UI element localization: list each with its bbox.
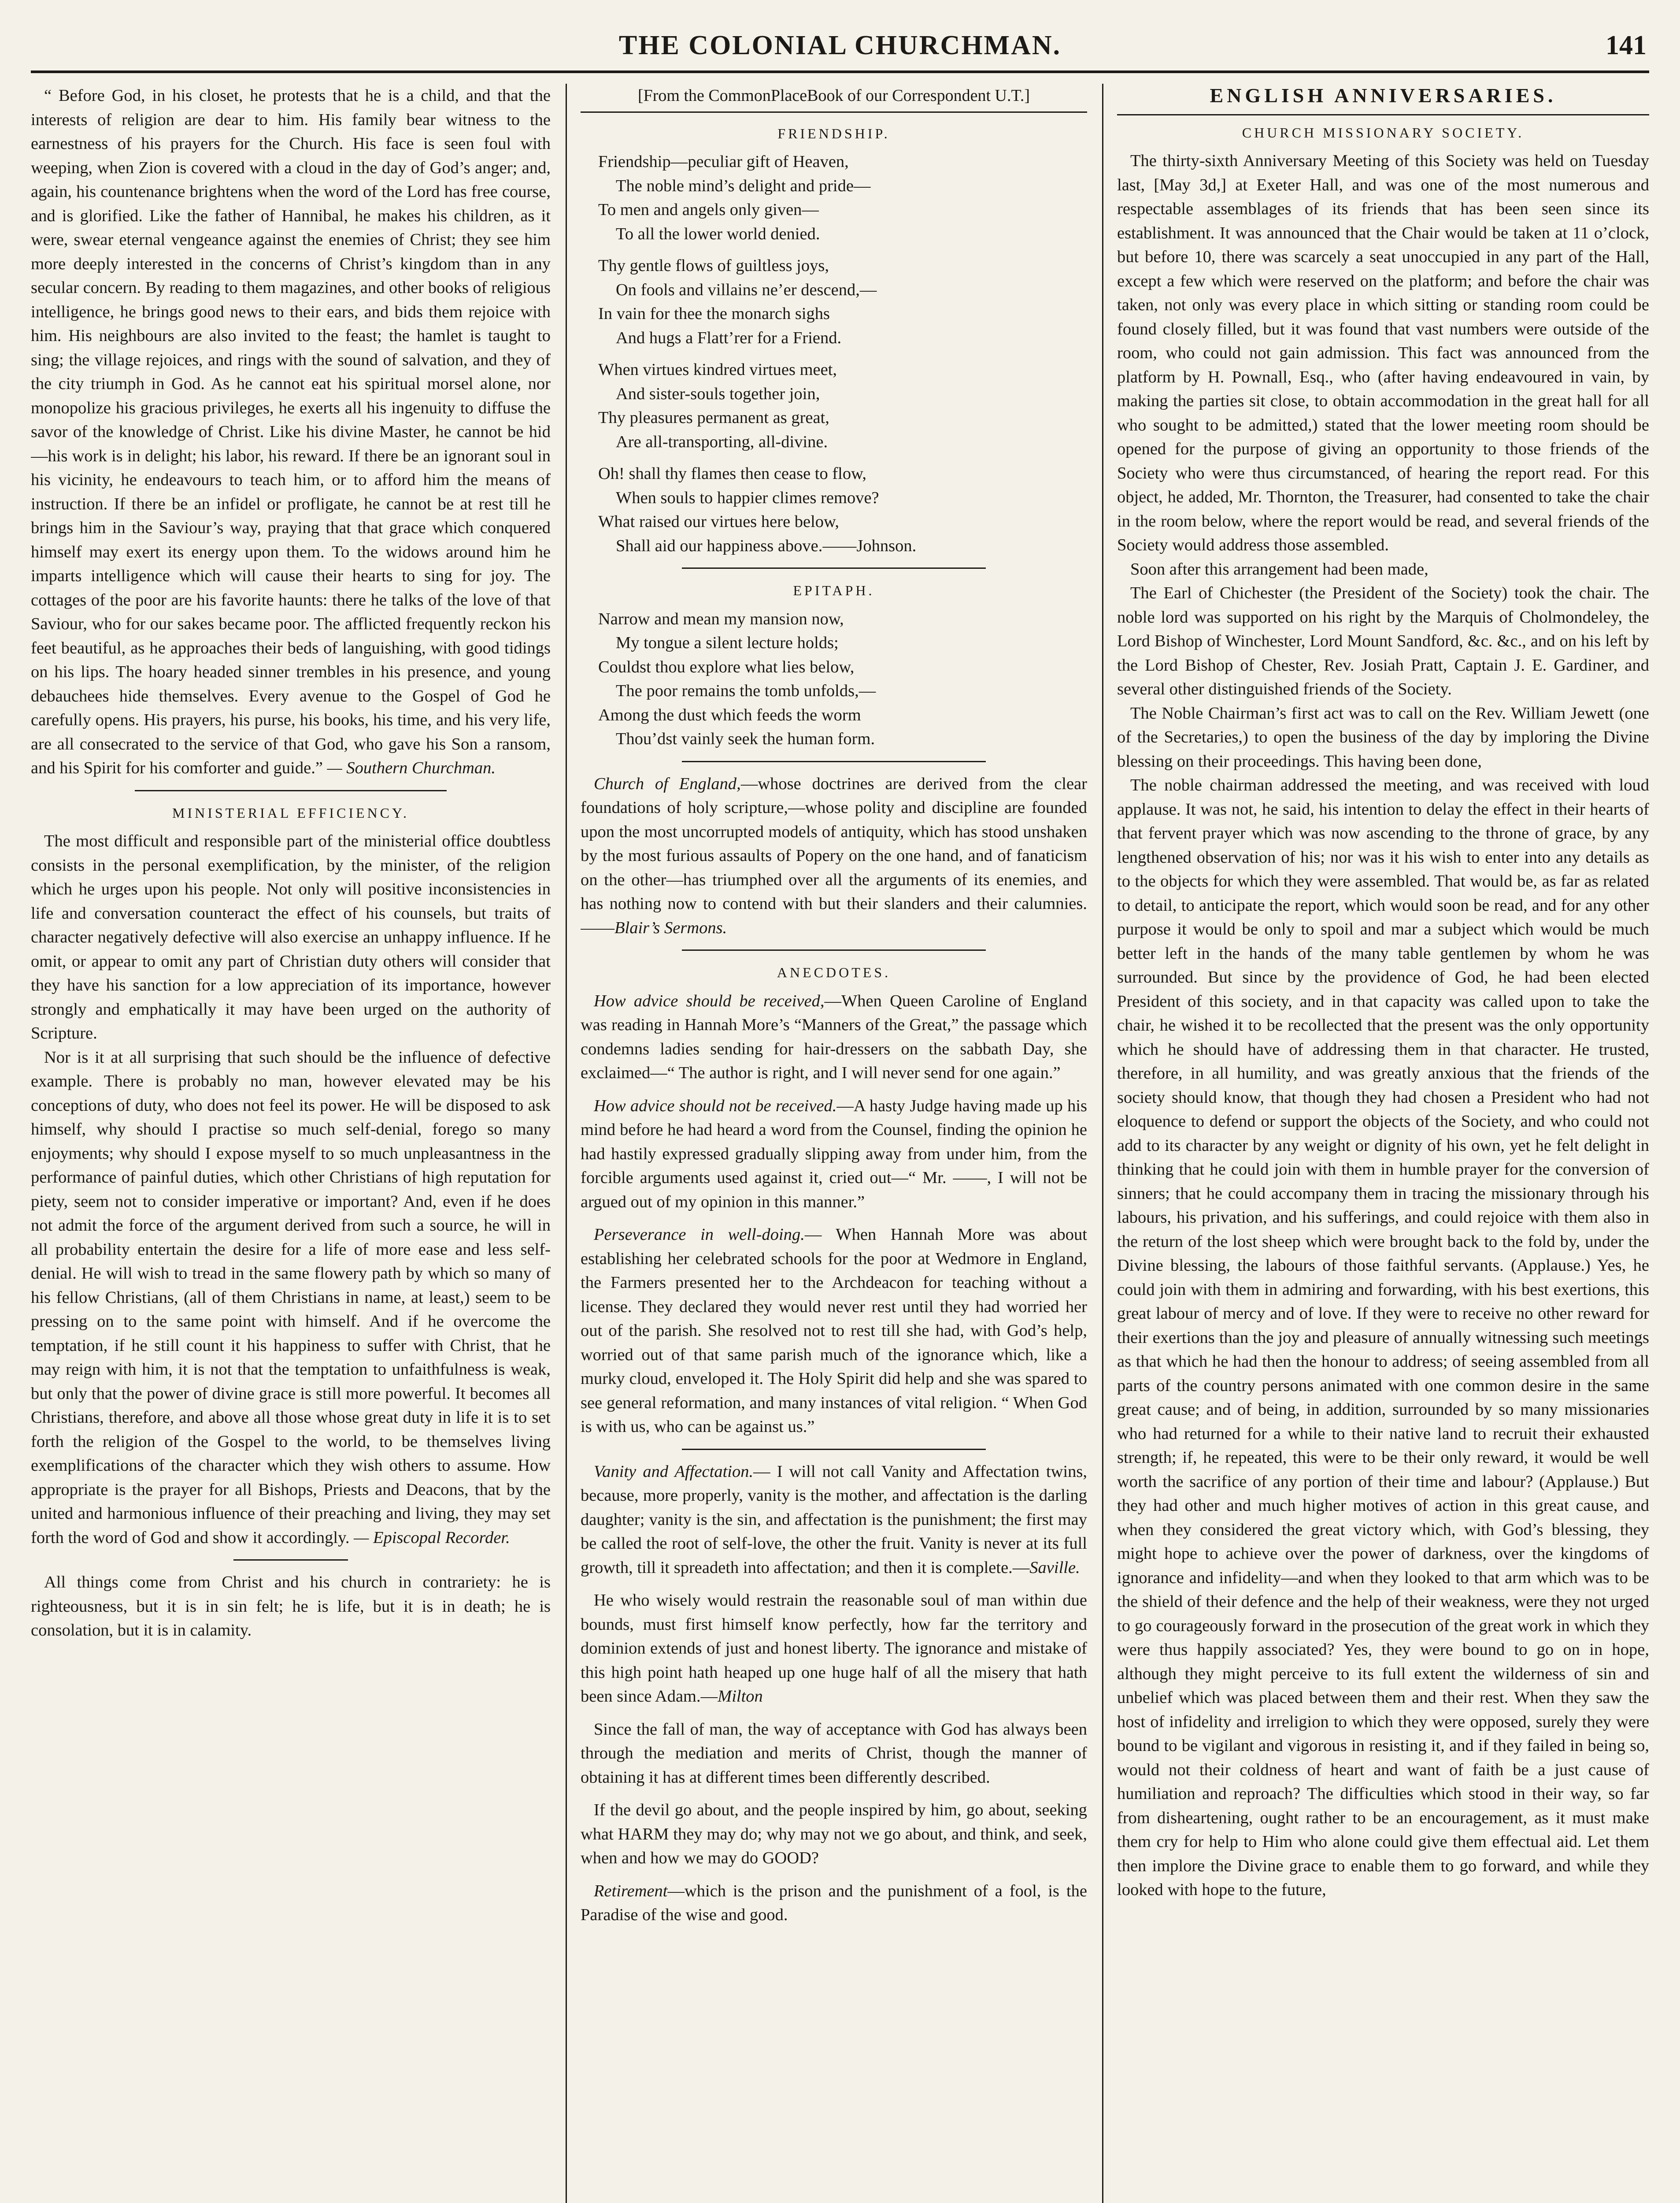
poem-line: Narrow and mean my mansion now, — [598, 609, 844, 628]
masthead-title: THE COLONIAL CHURCHMAN. — [618, 30, 1062, 60]
poem-line: Among the dust which feeds the worm — [598, 705, 861, 724]
column-divider — [566, 84, 567, 2203]
report-paragraph: The Noble Chairman’s first act was to call on the Rev. William Jewett (one of the Secretaries,) to open the business of the day by imploring the Divine blessing on their proceedings. This having been done, — [1117, 704, 1649, 771]
poem-line: Are all-transporting, all-divine. — [616, 432, 828, 451]
closing-paragraph: All things come from Christ and his church in contrariety: he is righteousness, but it is in sin felt; he is life, but it is in death; he is consolation, but it is in calamity. — [31, 1573, 551, 1639]
column-divider — [1102, 84, 1103, 2203]
report-paragraph: The Earl of Chichester (the President of the Society) took the chair. The noble lord was supported on his right by the Marquis of Cholmondeley, the Lord Bishop of Winchester, Lord Mount Sandford, &c. &c., and on his left by the Lord Bishop of Chester, Rev. Josiah Pratt, Captain J. E. Gardiner, and several other distinguished friends of the Society. — [1117, 584, 1649, 698]
poem-line: When souls to happier climes remove? — [616, 488, 879, 507]
divider-rule — [682, 1449, 986, 1450]
divider-rule — [233, 1559, 348, 1561]
poem-stanza — [598, 150, 1087, 246]
opening-attribution: — Southern Churchman. — [327, 759, 496, 777]
divider-rule — [682, 761, 986, 762]
anecdote-lead: Perseverance in well-doing. — [594, 1225, 805, 1244]
anecdotes-heading: ANECDOTES. — [777, 964, 891, 980]
ministerial-text: Nor is it at all surprising that such should be the influence of defective example. There is probably no man, however elevated may be his conceptions of duty, who does not feel its power. He will be disposed to ask himself, why should I practise so much self-denial, forego so many enjoyments; why should I expose myself to so much unpleasantness in the performance of painful duties, which other Christians of high reputation for piety, seem not to consider imperative or important? And, even if he does not admit the force of the argument derived from such a source, he will in all probability entertain the desire for a life of more ease and less self-denial. He will wish to tread in the same flowery path by which so many of his fellow Christians, (all of them Christians in name, at least,) seem to be pressing on to the same point with himself. And if he overcome the temptation, if he still count it his happiness to suffer with Christ, that he may reign with him, it is not that the temptation to unfaithfulness is weak, but only that the power of divine grace is still more powerful. It becomes all Christians, therefore, and above all those whose great duty in life it is to set forth the religion of the Gospel to the world, to be themselves living exemplifications of the character which they wish others to assume. How appropriate is the prayer for all Bishops, Priests and Deacons, that by the united and harmonious influence of their preaching and living, they may set forth the word of God and show it accordingly. — [31, 1048, 551, 1547]
vanity-lead: Vanity and Affectation. — [594, 1462, 754, 1481]
section-heading: ENGLISH ANNIVERSARIES. — [1117, 84, 1649, 115]
anecdote-lead: How advice should not be received. — [594, 1096, 837, 1115]
poem-line: The poor remains the tomb unfolds,— — [616, 682, 876, 700]
church-lead: Church of England, — [594, 774, 741, 793]
poem-line: When virtues kindred virtues meet, — [598, 360, 837, 379]
column-right — [1117, 84, 1649, 2203]
church-attribution: Blair’s Sermons. — [614, 918, 727, 937]
poem-line: To men and angels only given— — [598, 200, 819, 219]
page-number: 141 — [1606, 30, 1647, 60]
spacer — [581, 1789, 1087, 1798]
poem-line: Thy pleasures permanent as great, — [598, 408, 829, 427]
spacer — [581, 1870, 1087, 1879]
spacer — [581, 1214, 1087, 1223]
church-paragraph — [581, 772, 1087, 940]
poem-line: On fools and villains ne’er descend,— — [616, 280, 877, 299]
opening-text: “ Before God, in his closet, he protests that he is a child, and that the interests of religion are dear to him. His family bear witness to the earnestness of his prayers for the Church. His face is seen foul with weeping, when Zion is covered with a cloud in the day of God’s anger; and, again, his countenance brightens when the word of the Lord has free course, and is glorified. Like the father of Hannibal, he makes his children, as it were, swear eternal vengeance against the enemies of Christ; they see him more deeply interested in the concerns of Christ’s kingdom than in any secular concern. By reading to them magazines, and other books of religious intelligence, he brings good news to their ears, and bids them rejoice with him. His neighbours are also invited to the feast; the hamlet is taught to sing; the village rejoices, and rings with the sound of salvation, and they of the city triumph in God. As he cannot eat his spiritual morsel alone, nor monopolize his gracious privileges, he exerts all his ingenuity to diffuse the savor of the knowledge of Christ. Like his divine Master, he cannot be hid—his work is in delight; his labor, his reward. If there be an ignorant soul in his vicinity, he endeavours to teach him, or to afford him the means of instruction. If there be an infidel or profligate, he cannot be at rest till he brings him in the Saviour’s way, praying that that grace which conquered himself may exert its energy upon them. To the widows around him he imparts intelligence which will cause their hearts to sing for joy. The cottages of the poor are his favorite haunts: there he talks of the love of that Saviour, who for our sakes became poor. The afflicted frequently reckon his feet beautiful, as he approaches their beds of languishing, with good tidings on his lips. The hoary headed sinner trembles in his presence, and young debauchees hide themselves. Every avenue to the Gospel of God he carefully opens. His prayers, his purse, his books, his time, and his very life, are all consecrated to the service of that God, who gave his Son a ransom, and his Spirit for his comforter and guide.” — [31, 86, 551, 777]
column-middle — [581, 84, 1087, 2203]
poem-line: Friendship—peculiar gift of Heaven, — [598, 152, 849, 171]
poem-line: Oh! shall thy flames then cease to flow, — [598, 464, 867, 483]
poem-line: The noble mind’s delight and pride— — [616, 176, 871, 195]
poem-line: Thy gentle flows of guiltless joys, — [598, 256, 829, 275]
epitaph-heading: EPITAPH. — [793, 582, 875, 598]
fall-paragraph: Since the fall of man, the way of acceptance with God has always been through the mediation and merits of Christ, though the manner of obtaining it has at different times been differently described. — [581, 1720, 1087, 1787]
milton-text: He who wisely would restrain the reasonable soul of man within due bounds, must first himself know perfectly, how far the territory and dominion extends of just and honest liberty. The ignorance and mistake of this high point hath heaped up one huge half of all the misery that hath been since Adam.— — [581, 1591, 1087, 1706]
retirement-lead: Retirement — [594, 1881, 668, 1900]
church-text: —whose doctrines are derived from the clear foundations of holy scripture,—whose polity and discipline are founded upon the most uncorrupted models of antiquity, which has stood unshaken by the most furious assaults of Popery on the one hand, and of fanaticism on the other—has triumphed over all the arguments of its enemies, and has nothing now to contend with but their slanders and their calumnies.—— — [581, 774, 1087, 937]
poem-line: Shall aid our happiness above.——Johnson. — [616, 536, 917, 555]
anecdote-lead: How advice should be received, — [594, 991, 825, 1010]
divider-rule — [135, 790, 447, 791]
ministerial-paragraph: The most difficult and responsible part of the ministerial office doubtless consists in the personal exemplification, by the minister, of the religion which he urges upon his people. Not only will positive inconsistencies in life and conversation counteract the effect of his counsels, but traits of character negatively defective will also exercise an unhappy influence. If he omit, or appear to omit any part of Christian duty others will consider that they have his sanction for a low appreciation of its importance, however strongly and emphatically it may have been urged on the authority of Scripture. — [31, 832, 551, 1042]
ministerial-heading: MINISTERIAL EFFICIENCY. — [172, 805, 409, 821]
divider-rule — [682, 567, 986, 569]
anecdote — [581, 989, 1087, 1085]
poem-line: And sister-souls together join, — [616, 384, 820, 403]
devil-paragraph: If the devil go about, and the people inspired by him, go about, seeking what HARM they may do; why may not we go about, and think, and seek, when and how we may do GOOD? — [581, 1801, 1087, 1867]
poem-line: To all the lower world denied. — [616, 224, 820, 243]
milton-paragraph — [581, 1588, 1087, 1709]
report-paragraph: The noble chairman addressed the meeting, and was received with loud applause. It was not, he said, his intention to delay the effect in their hearts of that fervent prayer which was now ascending to the throne of grace, by any lengthened observation of his; nor was it his wish to enter into any details as to the objects for which they were assembled. That would be, as far as related to detail, to anticipate the report, which would soon be read, and for any other purpose it would be only to spoil and mar a subject which would be much better left in the hands of the many table gentlemen by whom he was surrounded. But since by the providence of God, he had been elected President of this society, and in that capacity was called upon to take the chair, he wished it to be recollected that the present was the only opportunity which he should have of addressing them in that character. He trusted, therefore, in all humility, and was greatly anxious that the friends of the society should know, that though they had chosen a President who had not eloquence to defend or support the objects of the Society, and who could not add to its character by any weight or dignity of his own, yet he felt delight in thinking that he could join with them in humble prayer for the conversion of sinners; that he could accompany them in tracing the missionary through his labours, his privation, and his sufferings, and could rejoice with them also in the return of the lost sheep which were brought back to the fold by, under the Divine blessing, the labours of those faithful servants. (Applause.) Yes, he could join with them in admiring and forwarding, with his best exertions, this great labour of mercy and of love. If they were to receive no other reward for their exertions than the joy and pleasure of annually witnessing such meetings as that which he had then the honour to address; of seeing assembled from all parts of the country persons animated with one common desire in the same great cause; and of being, in addition, surrounded by so many missionaries who had returned for a while to their native land to recruit their exhausted strength; if, he repeated, this were to be their only reward, it would be well worth the sacrifice of any portion of their time and labour? (Applause.) But they had other and much higher motives of action in this great cause, and when they considered the great victory which, with God’s blessing, they might hope to achieve over the power of darkness, over the kingdoms of ignorance and infidelity—and when they looked to that arm which was to be the shield of their defence and the help of their weakness, were they not urged to go courageously forward in the prosecution of the great work in which they were thus happily associated? Yes, they were bound to go on in hope, although they might perceive to its full extent the wilderness of sin and unbelief which was placed between them and their rest. When they saw the host of infidelity and irreligion to which they were opposed, surely they were bound to be vigilant and vigorous in resisting it, and if they failed in being so, would not their coldness of heart and want of faith be a just cause of humiliation and reproach? The difficulties which stood in their way, so far from disheartening, ought rather to be an encouragement, as it must make them cry for help to Him who alone could give them effectual aid. Let them then implore the Divine grace to enable them to go forward, and while they looked with hope to the future, — [1117, 776, 1649, 1899]
poem-stanza — [598, 358, 1087, 454]
poem-line: My tongue a silent lecture holds; — [616, 634, 839, 652]
poem-line: Thou’dst vainly seek the human form. — [616, 730, 875, 748]
poem-stanza — [598, 254, 1087, 350]
poem-line: In vain for thee the monarch sighs — [598, 304, 830, 323]
report-paragraph: The thirty-sixth Anniversary Meeting of this Society was held on Tuesday last, [May 3d,] at Exeter Hall, and was one of the most numerous and respectable assemblages of its friends that has been seen since its establishment. It was announced that the Chair would be taken at 11 o’clock, but before 10, there was scarcely a seat unoccupied in any part of the Hall, except a few which were reserved on the platform; and before the chair was taken, not only was every place in which sitting or standing room could be found closely filled, but it was found that vast numbers were outside of the room, who could not gain admission. This fact was announced from the platform by H. Pownall, Esq., who (after having endeavoured in vain, by making the parties sit close, to obtain accommodation in the great hall for all who sought to be admitted,) stated that the lower meeting room should be opened for the purpose of giving an opportunity to those friends of the Society who were thus circumstanced, of hearing the report read. For this object, he added, Mr. Thornton, the Treasurer, had consented to take the chair in the room below, where the report would be read, and several friends of the Society would address those assembled. — [1117, 152, 1649, 554]
masthead — [31, 18, 1649, 73]
source-line: [From the CommonPlaceBook of our Correspondent U.T.] — [581, 84, 1087, 113]
milton-attribution: Milton — [718, 1687, 763, 1706]
column-left — [31, 84, 551, 2203]
poem-line: And hugs a Flatt’rer for a Friend. — [616, 328, 842, 347]
retirement-text: —which is the prison and the punishment of a fool, is the Paradise of the wise and good. — [581, 1881, 1087, 1924]
vanity-paragraph — [581, 1460, 1087, 1580]
spacer — [581, 1580, 1087, 1588]
vanity-text: — I will not call Vanity and Affectation twins, because, more properly, vanity is the mother, and affectation is the darling daughter; vanity is the sin, and affectation is the punishment; the first may be called the root of self-love, the other the fruit. Vanity is never at its full growth, till it spreadeth into affectation; and then it is complete.— — [581, 1462, 1087, 1577]
vanity-attribution: Saville. — [1029, 1558, 1080, 1577]
epitaph-poem — [598, 607, 1087, 751]
friendship-heading: FRIENDSHIP. — [777, 125, 890, 141]
anecdote — [581, 1094, 1087, 1214]
anecdote-text: —When Queen Caroline of England was reading in Hannah More’s “Manners of the Great,” the passage which condemns ladies sending for hair-dressers on the sabbath Day, she exclaimed—“ The author is right, and I will never send for one again.” — [581, 991, 1087, 1082]
divider-rule — [682, 949, 986, 951]
ministerial-paragraph — [31, 1046, 551, 1550]
anecdote — [581, 1223, 1087, 1439]
spacer — [581, 1085, 1087, 1094]
cms-heading: CHURCH MISSIONARY SOCIETY. — [1242, 124, 1525, 141]
report-paragraph: Soon after this arrangement had been made, — [1130, 560, 1428, 579]
anecdote-text: —A hasty Judge having made up his mind before he had heard a word from the Counsel, finding the opinion he had hastily expressed gradually slipping away from under him, from the forcible arguments used against it, cried out—“ Mr. ——, I will not be argued out of my opinion in this manner.” — [581, 1096, 1087, 1211]
poem-line: What raised our virtues here below, — [598, 512, 839, 531]
anecdote-text: — When Hannah More was about establishing her celebrated schools for the poor at Wedmore in England, the Farmers presented her to the Archdeacon for teaching without a license. They declared they would never rest until they had worried her out of the parish. She resolved not to rest till she had, with God’s help, worried out of that same parish much of the ignorance which, like a murky cloud, enveloped it. The Holy Spirit did help and she was spared to see general reformation, and many instances of vital religion. “ When God is with us, who can be against us.” — [581, 1225, 1087, 1436]
article-opening — [31, 84, 551, 780]
retirement-paragraph — [581, 1879, 1087, 1927]
friendship-poem — [581, 150, 1087, 558]
spacer — [581, 1709, 1087, 1717]
ministerial-attribution: — Episcopal Recorder. — [354, 1528, 510, 1547]
poem-line: Couldst thou explore what lies below, — [598, 657, 855, 676]
poem-stanza — [598, 462, 1087, 558]
